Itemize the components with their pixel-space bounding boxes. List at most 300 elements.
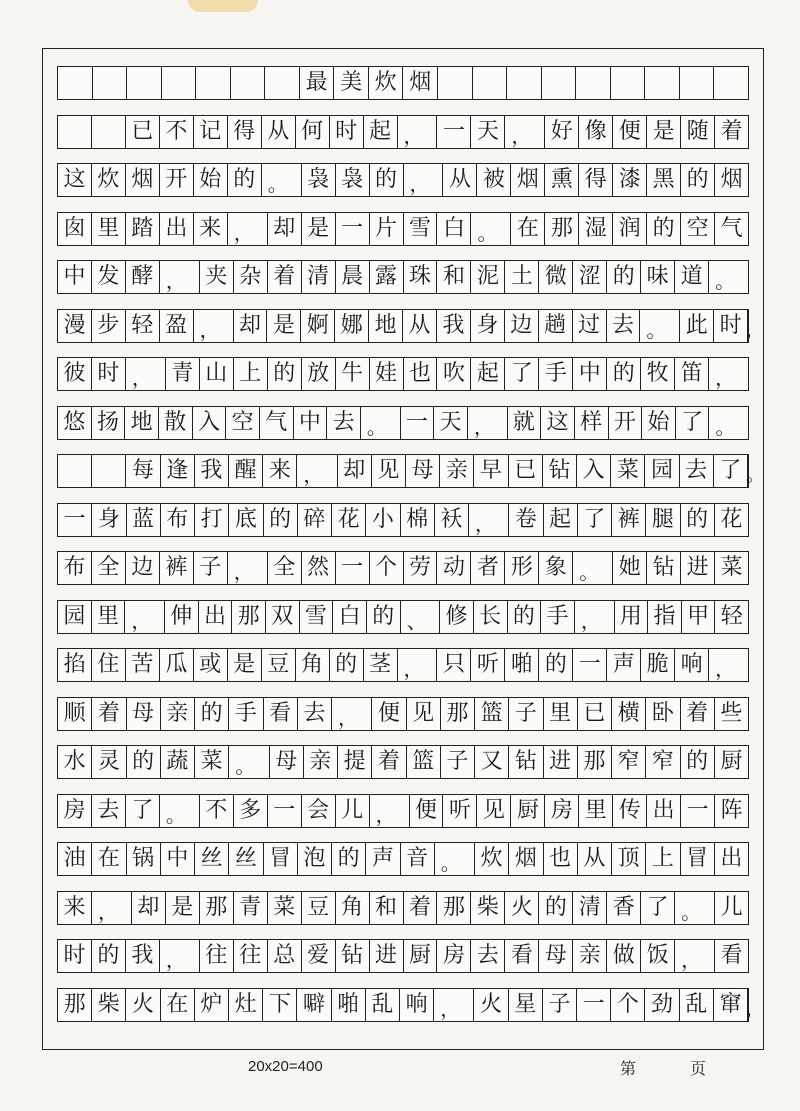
- grid-cell: 那: [200, 892, 234, 924]
- grid-cell: 空: [681, 213, 715, 245]
- grid-cell: 的: [228, 164, 262, 196]
- grid-cell: 的: [330, 649, 364, 681]
- grid-cell: ，: [160, 940, 200, 972]
- grid-cell: 中: [161, 843, 195, 875]
- grid-cell: 底: [229, 504, 263, 536]
- grid-cell: 清: [302, 261, 336, 293]
- grid-cell: 边: [126, 552, 160, 584]
- grid-cell: 炊: [475, 843, 509, 875]
- grid-cell: 中: [58, 261, 92, 293]
- grid-cell: 只: [437, 649, 471, 681]
- grid-cell: 已: [578, 698, 612, 730]
- grid-cell: 雪: [404, 213, 438, 245]
- grid-cell: 一: [268, 795, 302, 827]
- empty-cell: [576, 67, 611, 99]
- grid-cell: 上: [646, 843, 680, 875]
- grid-cell: 见: [407, 698, 441, 730]
- grid-cell: 柴: [92, 989, 126, 1021]
- grid-cell: 的: [681, 504, 715, 536]
- grid-cell: 她: [613, 552, 647, 584]
- grid-cell: 一: [437, 116, 471, 148]
- grid-cell: 白: [437, 213, 471, 245]
- grid-cell: 苦: [126, 649, 160, 681]
- grid-cell: 厨: [404, 940, 438, 972]
- grid-cell: 时: [92, 358, 126, 390]
- empty-cell: [507, 67, 542, 99]
- grid-cell: 的: [508, 601, 542, 633]
- empty-cell: [542, 67, 577, 99]
- grid-cell: 住: [92, 649, 126, 681]
- grid-cell: 身: [92, 504, 126, 536]
- title-char: 美: [334, 67, 369, 99]
- grid-cell: 。: [435, 843, 475, 875]
- grid-cell: 见: [477, 795, 511, 827]
- grid-cell: 火: [505, 892, 539, 924]
- grid-cell: 我: [126, 940, 160, 972]
- grid-cell: 涩: [573, 261, 607, 293]
- grid-cell: ，: [228, 213, 268, 245]
- grid-cell: 随: [681, 116, 715, 148]
- grid-cell: 那: [232, 601, 266, 633]
- grid-cell: 漫: [58, 310, 92, 342]
- grid-cell: 在: [511, 213, 545, 245]
- grid-cell: 水: [58, 746, 92, 778]
- grid-cell: 开: [609, 407, 643, 439]
- grid-cell: 味: [641, 261, 675, 293]
- grid-cell: 时: [330, 116, 364, 148]
- essay-row: [57, 794, 749, 828]
- grid-cell: 进: [544, 746, 578, 778]
- grid-cell: 篮: [475, 698, 509, 730]
- grid-cell: 在: [92, 843, 126, 875]
- grid-cell: 好: [545, 116, 579, 148]
- grid-cell: 钻: [336, 940, 370, 972]
- grid-cell: 出: [720, 846, 743, 871]
- grid-cell: 丝: [229, 843, 263, 875]
- grid-cell: 听: [443, 795, 477, 827]
- grid-cell: 的: [195, 698, 229, 730]
- grid-cell: 然: [302, 552, 336, 584]
- empty-cell: [127, 67, 162, 99]
- empty-cell: [58, 455, 92, 487]
- grid-cell: 子: [194, 552, 228, 584]
- grid-cell: ，: [194, 310, 234, 342]
- grid-cell: 的: [92, 940, 126, 972]
- grid-cell: 一: [573, 649, 607, 681]
- grid-cell: 横: [612, 698, 646, 730]
- grid-cell: 散: [159, 407, 193, 439]
- grid-cell: 布: [58, 552, 92, 584]
- grid-cell: 道: [675, 261, 709, 293]
- grid-cell: 母: [127, 698, 161, 730]
- grid-cell: 烟: [720, 167, 743, 192]
- grid-cell: 掐: [58, 649, 92, 681]
- grid-cell: 空: [226, 407, 260, 439]
- grid-cell: 腿: [646, 504, 680, 536]
- grid-cell: 青: [166, 358, 200, 390]
- grid-cell: 。: [361, 407, 401, 439]
- empty-cell: [58, 116, 92, 148]
- grid-cell: 里: [579, 795, 613, 827]
- page-label-suffix: 页: [690, 1059, 707, 1078]
- grid-cell: 一: [401, 407, 435, 439]
- grid-cell: 用: [615, 601, 649, 633]
- grid-cell: 那: [545, 213, 579, 245]
- grid-cell: 。: [471, 213, 511, 245]
- grid-cell: 这: [58, 164, 92, 196]
- grid-cell: ，: [715, 657, 736, 681]
- grid-cell: 囱: [58, 213, 92, 245]
- grid-cell: 去: [680, 455, 714, 487]
- grid-cell: 踏: [126, 213, 160, 245]
- grid-cell: 去: [607, 310, 641, 342]
- grid-cell: 是: [166, 892, 200, 924]
- grid-cell: 钻: [647, 552, 681, 584]
- grid-cell: 火: [126, 989, 160, 1021]
- grid-cell: 。: [262, 164, 302, 196]
- empty-cell: [680, 67, 715, 99]
- grid-cell: 噼: [297, 989, 331, 1021]
- empty-cell: [196, 67, 231, 99]
- grid-cell: 着: [404, 892, 438, 924]
- grid-cell: 阵: [720, 797, 743, 823]
- grid-cell: ，: [715, 366, 736, 390]
- grid-cell: 漆: [613, 164, 647, 196]
- grid-cell: 声: [607, 649, 641, 681]
- grid-cell: 牧: [641, 358, 675, 390]
- grid-cell: 来: [58, 892, 92, 924]
- grid-cell: 菜: [195, 746, 229, 778]
- essay-row: [57, 454, 764, 488]
- essay-row: [57, 745, 749, 779]
- grid-cell: 棉: [401, 504, 435, 536]
- grid-cell: 却: [268, 213, 302, 245]
- grid-cell: 里: [92, 601, 126, 633]
- grid-cell: 瓜: [160, 649, 194, 681]
- grid-cell: 是: [647, 116, 681, 148]
- grid-cell: 个: [370, 552, 404, 584]
- grid-cell: 的: [367, 601, 401, 633]
- grid-cell: 篮: [407, 746, 441, 778]
- grid-cell: 蔬: [161, 746, 195, 778]
- grid-cell: 身: [471, 310, 505, 342]
- grid-cell: ，: [228, 552, 268, 584]
- grid-cell: 指: [648, 601, 682, 633]
- grid-cell: 小: [366, 504, 400, 536]
- grid-cell: 乱: [366, 989, 400, 1021]
- grid-cell: 这: [541, 407, 575, 439]
- grid-cell: 那: [441, 698, 475, 730]
- grid-cell: 里: [92, 213, 126, 245]
- grid-cell: 火: [474, 989, 508, 1021]
- grid-cell: 菜: [611, 455, 645, 487]
- grid-cell: 一: [336, 213, 370, 245]
- grid-cell: 每: [126, 455, 160, 487]
- grid-cell: 天: [471, 116, 505, 148]
- grid-cell: 着: [92, 698, 126, 730]
- grid-cell: 。: [160, 795, 200, 827]
- grid-cell: 上: [234, 358, 268, 390]
- grid-cell: ，: [297, 455, 337, 487]
- grid-cell: 爱: [302, 940, 336, 972]
- grid-cell: 起: [471, 358, 505, 390]
- grid-cell: 了: [676, 407, 710, 439]
- grid-cell: 是: [267, 310, 301, 342]
- grid-cell: 甲: [682, 601, 716, 633]
- empty-cell: [438, 67, 473, 99]
- grid-cell: 响: [675, 649, 709, 681]
- grid-cell: 早: [474, 455, 508, 487]
- essay-row: [57, 115, 749, 149]
- page-label-prefix: 第: [620, 1059, 637, 1078]
- grid-cell: 白: [333, 601, 367, 633]
- grid-cell: 边: [505, 310, 539, 342]
- grid-cell: 放: [302, 358, 336, 390]
- grid-cell: 夹: [200, 261, 234, 293]
- essay-row: [57, 939, 749, 973]
- grid-cell: 黑: [647, 164, 681, 196]
- grid-cell: 天: [434, 407, 468, 439]
- empty-cell: [231, 67, 266, 99]
- empty-cell: [162, 67, 197, 99]
- grid-cell: 样: [575, 407, 609, 439]
- empty-cell: [92, 116, 126, 148]
- grid-cell: 烟: [511, 164, 545, 196]
- grid-cell: 袄: [435, 504, 469, 536]
- grid-cell: 气: [720, 215, 743, 241]
- grid-cell: 总: [268, 940, 302, 972]
- grid-cell: ，: [92, 892, 132, 924]
- grid-cell: 母: [270, 746, 304, 778]
- grid-cell: 形: [505, 552, 539, 584]
- grid-cell: 或: [194, 649, 228, 681]
- grid-cell: 卧: [646, 698, 680, 730]
- grid-cell: 不: [160, 116, 194, 148]
- grid-cell: 娜: [335, 310, 369, 342]
- grid-cell: 却: [132, 892, 166, 924]
- essay-row: [57, 212, 749, 246]
- grid-cell: 过: [573, 310, 607, 342]
- essay-row: [57, 600, 749, 634]
- grid-cell: 进: [681, 552, 715, 584]
- grid-cell: 珠: [404, 261, 438, 293]
- grid-cell: 炊: [92, 164, 126, 196]
- grid-cell: 园: [58, 601, 92, 633]
- grid-cell: 不: [200, 795, 234, 827]
- grid-cell: 地: [369, 310, 403, 342]
- grid-cell: 豆: [302, 892, 336, 924]
- grid-cell: 菜: [268, 892, 302, 924]
- grid-cell: 手: [539, 358, 573, 390]
- grid-cell: 灵: [92, 746, 126, 778]
- grid-cell: 着: [372, 746, 406, 778]
- grid-cell: 。: [640, 310, 680, 342]
- grid-cell: 彼: [58, 358, 92, 390]
- grid-cell: 却: [338, 455, 372, 487]
- essay-row: [57, 503, 749, 537]
- grid-cell: 此: [680, 310, 714, 342]
- grid-cell: 些: [720, 700, 743, 726]
- grid-cell: 起: [364, 116, 398, 148]
- grid-cell: 一: [58, 504, 92, 536]
- grid-cell: 泥: [471, 261, 505, 293]
- grid-cell: 青: [234, 892, 268, 924]
- essay-row: [57, 891, 749, 925]
- grid-cell: 开: [160, 164, 194, 196]
- grid-cell: 卷: [509, 504, 543, 536]
- grid-cell: 修: [440, 601, 474, 633]
- grid-cell: 一: [681, 795, 715, 827]
- grid-cell: 和: [370, 892, 404, 924]
- grid-cell: 趟: [539, 310, 573, 342]
- grid-cell: 袅: [302, 164, 336, 196]
- grid-cell: 母: [539, 940, 573, 972]
- grid-cell: 从: [403, 310, 437, 342]
- grid-cell: 润: [613, 213, 647, 245]
- grid-cell: 却: [234, 310, 268, 342]
- grid-cell: 便: [613, 116, 647, 148]
- grid-cell: 做: [607, 940, 641, 972]
- grid-cell: ，: [370, 795, 410, 827]
- grid-cell: 乱: [680, 989, 714, 1021]
- grid-cell: 柴: [471, 892, 505, 924]
- grid-cell: 裤: [612, 504, 646, 536]
- essay-row: [57, 309, 764, 343]
- grid-cell: 发: [92, 261, 126, 293]
- grid-cell: 时: [714, 310, 748, 342]
- grid-cell: 已: [126, 116, 160, 148]
- grid-cell: 的: [607, 261, 641, 293]
- grid-cell: 往: [234, 940, 268, 972]
- grid-cell: 了: [126, 795, 160, 827]
- grid-cell: 时: [58, 940, 92, 972]
- grid-cell: 的: [127, 746, 161, 778]
- grid-cell: 醒: [229, 455, 263, 487]
- essay-row: [57, 406, 749, 440]
- essay-row: [57, 842, 749, 876]
- grid-cell: 星: [509, 989, 543, 1021]
- grid-cell: ，: [398, 649, 438, 681]
- grid-cell: 亲: [161, 698, 195, 730]
- grid-cell: 酵: [126, 261, 160, 293]
- grid-cell: 一: [577, 989, 611, 1021]
- grid-cell: 花: [332, 504, 366, 536]
- grid-cell: 亲: [440, 455, 474, 487]
- grid-cell: 全: [92, 552, 126, 584]
- grid-cell: 出: [199, 601, 233, 633]
- grid-cell: 钻: [543, 455, 577, 487]
- grid-cell: 伸: [165, 601, 199, 633]
- grid-cell: 儿: [720, 894, 743, 920]
- grid-cell: 香: [607, 892, 641, 924]
- grid-cell: 的: [332, 843, 366, 875]
- grid-cell: 着: [268, 261, 302, 293]
- grid-cell: 看: [720, 943, 743, 968]
- grid-cell: 啪: [332, 989, 366, 1021]
- grid-cell: 就: [508, 407, 542, 439]
- grid-cell: 那: [437, 892, 471, 924]
- grid-cell: 娃: [370, 358, 404, 390]
- grid-cell: 往: [200, 940, 234, 972]
- grid-cell: 下: [263, 989, 297, 1021]
- grid-cell: 手: [541, 601, 575, 633]
- grid-cell: 动: [437, 552, 471, 584]
- essay-row: [57, 988, 764, 1022]
- grid-cell: 豆: [262, 649, 296, 681]
- grid-cell: 起: [544, 504, 578, 536]
- essay-row: [57, 648, 749, 682]
- grid-cell: 雪: [300, 601, 334, 633]
- grid-cell: 花: [720, 506, 743, 532]
- grid-cell: ，: [398, 116, 438, 148]
- empty-cell: [645, 67, 680, 99]
- grid-cell: 响: [400, 989, 434, 1021]
- grid-cell: 晨: [336, 261, 370, 293]
- margin-punctuation: 。: [746, 465, 764, 486]
- essay-row: [57, 551, 749, 585]
- grid-cell: 顺: [58, 698, 92, 730]
- grid-cell: 地: [125, 407, 159, 439]
- grid-cell: 了: [505, 358, 539, 390]
- grid-cell: 、: [401, 601, 441, 633]
- grid-cell: 房: [545, 795, 579, 827]
- grid-cell: 劳: [404, 552, 438, 584]
- grid-cell: 轻: [720, 603, 743, 629]
- grid-cell: 厨: [511, 795, 545, 827]
- grid-cell: 园: [645, 455, 679, 487]
- grid-cell: 微: [539, 261, 573, 293]
- paper-stain: [188, 0, 258, 12]
- grid-cell: 。: [715, 414, 736, 439]
- grid-cell: 窄: [646, 746, 680, 778]
- grid-cell: 裤: [160, 552, 194, 584]
- grid-cell: 碎: [298, 504, 332, 536]
- grid-cell: 湿: [579, 213, 613, 245]
- composition-grid: [57, 66, 764, 1036]
- empty-cell: [714, 67, 748, 99]
- grid-cell: 一: [336, 552, 370, 584]
- grid-cell: 去: [92, 795, 126, 827]
- grid-cell: 母: [406, 455, 440, 487]
- grid-cell: 长: [474, 601, 508, 633]
- empty-cell: [92, 455, 126, 487]
- grid-cell: 布: [161, 504, 195, 536]
- grid-cell: 得: [228, 116, 262, 148]
- grid-cell: 被: [477, 164, 511, 196]
- grid-cell: 冒: [264, 843, 298, 875]
- grid-cell: 子: [543, 989, 577, 1021]
- grid-cell: 熏: [545, 164, 579, 196]
- grid-cell: 看: [264, 698, 298, 730]
- grid-cell: 始: [642, 407, 676, 439]
- grid-cell: 的: [268, 358, 302, 390]
- grid-cell: 得: [579, 164, 613, 196]
- grid-cell: 会: [302, 795, 336, 827]
- grid-cell: 笛: [675, 358, 709, 390]
- grid-cell: 窄: [612, 746, 646, 778]
- grid-cell: 婀: [301, 310, 335, 342]
- grid-cell: 房: [58, 795, 92, 827]
- grid-cell: 和: [437, 261, 471, 293]
- grid-cell: 看: [505, 940, 539, 972]
- grid-cell: 见: [372, 455, 406, 487]
- grid-cell: 入: [577, 455, 611, 487]
- grid-cell: 烟: [126, 164, 160, 196]
- grid-cell: 的: [370, 164, 404, 196]
- essay-row: [57, 260, 749, 294]
- grid-cell: 又: [475, 746, 509, 778]
- grid-cell: 锅: [127, 843, 161, 875]
